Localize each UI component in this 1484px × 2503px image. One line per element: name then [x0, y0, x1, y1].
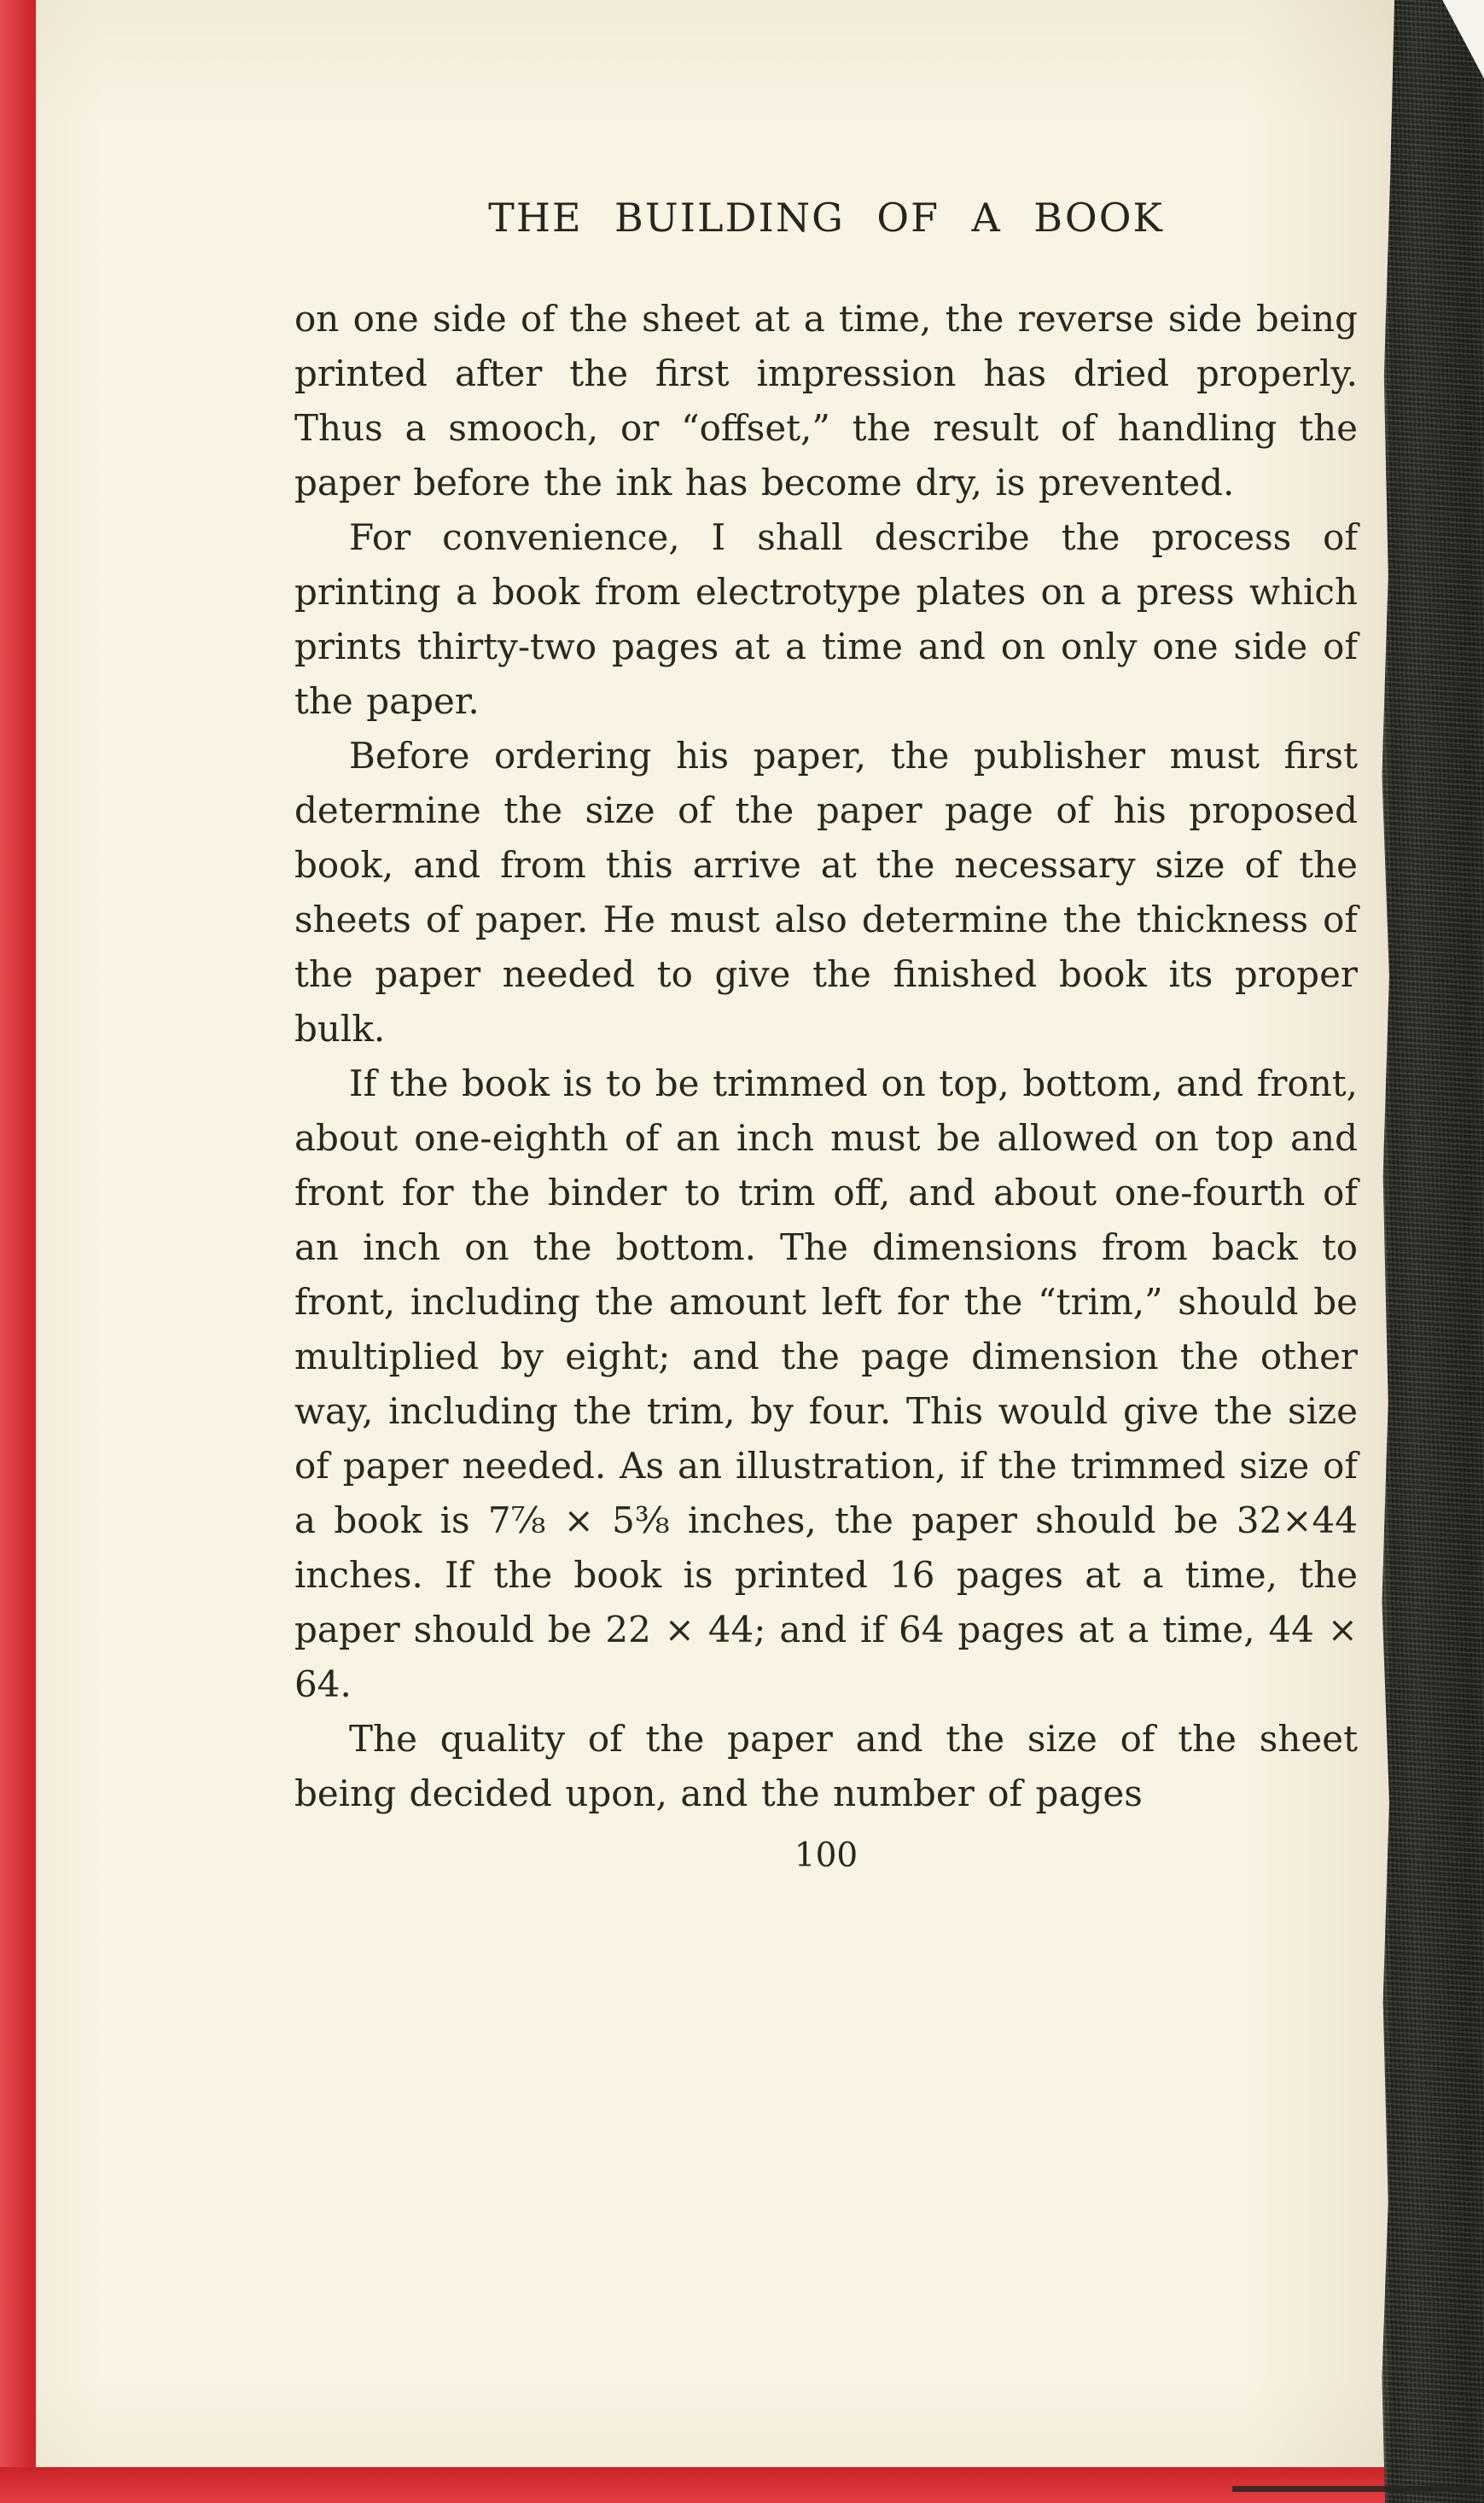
paragraph: For convenience, I shall describe the process of printing a book from electrotype plates on a press which prints thirty-two pages at a time and on only one side of the paper.	[294, 516, 1358, 722]
paragraph: Before ordering his paper, the publisher must first determine the size of the paper page of his proposed book, and from this arrive at the necessary size of the sheets of paper. He must also determine the thickness of the paper needed to give the finished book its proper bulk.	[294, 735, 1358, 1050]
page-content	[294, 195, 1358, 1875]
scan-edge-line	[1232, 2486, 1484, 2492]
paragraph: The quality of the paper and the size of the sheet being decided upon, and the number of pages	[294, 1718, 1358, 1814]
binding-shadow-band	[1380, 0, 1484, 2503]
paragraph: on one side of the sheet at a time, the reverse side being printed after the first impression has dried properly. Thus a smooch, or “offset,” the result of handling the paper before the ink has become dry, is prevented.	[294, 298, 1358, 504]
red-border-bottom	[0, 2467, 1484, 2503]
running-head: THE BUILDING OF A BOOK	[488, 195, 1164, 241]
page-number: 100	[794, 1837, 858, 1875]
paragraph: If the book is to be trimmed on top, bottom, and front, about one-eighth of an inch must be allowed on top and front for the binder to trim off, and about one-fourth of an inch on the bottom. The dimensions from back to front, including the amount left for the “trim,” should be multiplied by eight; and the page dimension the other way, including the trim, by four. This would give the size of paper needed. As an illustration, if the trimmed size of a book is 7⅞ × 5⅜ inches, the paper should be 32×44 inches. If the book is printed 16 pages at a time, the paper should be 22 × 44; and if 64 pages at a time, 44 × 64.	[294, 1062, 1358, 1705]
red-border-left	[0, 0, 36, 2503]
